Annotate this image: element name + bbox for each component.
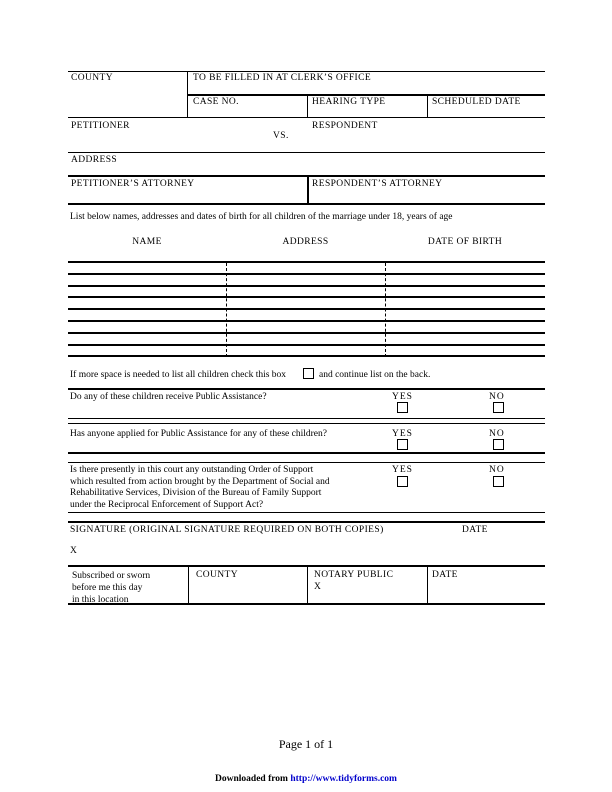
no-label: NO bbox=[489, 392, 505, 402]
overflow-note-prefix: If more space is needed to list all children check this box bbox=[70, 370, 287, 380]
signature-date-label: DATE bbox=[462, 525, 488, 535]
notary-public-label: NOTARY PUBLIC bbox=[314, 570, 394, 580]
children-table-row bbox=[68, 346, 545, 358]
horizontal-rule bbox=[68, 388, 545, 390]
q2-yes-checkbox[interactable] bbox=[397, 439, 408, 450]
children-table-column-divider bbox=[385, 263, 386, 357]
horizontal-rule bbox=[68, 418, 545, 419]
notary-table bbox=[68, 565, 545, 605]
q1-yes-checkbox[interactable] bbox=[397, 402, 408, 413]
no-label: NO bbox=[489, 429, 505, 439]
horizontal-rule bbox=[187, 94, 545, 96]
column-divider bbox=[188, 567, 189, 603]
question-receive-assistance: Do any of these children receive Public Assistance? bbox=[70, 392, 267, 402]
column-header-address: ADDRESS bbox=[282, 237, 329, 247]
column-header-name: NAME bbox=[132, 237, 162, 247]
petitioner-label: PETITIONER bbox=[71, 121, 130, 131]
children-table-cell-name[interactable] bbox=[68, 322, 226, 332]
children-table-cell-name[interactable] bbox=[68, 287, 226, 297]
children-table-row bbox=[68, 322, 545, 334]
children-table-row bbox=[68, 287, 545, 299]
children-table-row bbox=[68, 298, 545, 310]
overflow-note-suffix: and continue list on the back. bbox=[319, 370, 431, 380]
yes-label: YES bbox=[392, 392, 413, 402]
signature-date-field[interactable] bbox=[460, 541, 545, 561]
signature-label: SIGNATURE (ORIGINAL SIGNATURE REQUIRED ON BOTH COPIES) bbox=[70, 525, 384, 535]
children-table-cell-dob[interactable] bbox=[385, 298, 545, 308]
children-table-cell-dob[interactable] bbox=[385, 346, 545, 356]
column-divider bbox=[307, 177, 309, 203]
children-table-cell-name[interactable] bbox=[68, 310, 226, 320]
children-table-column-divider bbox=[226, 263, 227, 357]
children-table-cell-address[interactable] bbox=[226, 310, 385, 320]
notary-county-label: COUNTY bbox=[196, 570, 238, 580]
children-table-cell-address[interactable] bbox=[226, 275, 385, 285]
horizontal-rule bbox=[68, 117, 545, 118]
q2-no-checkbox[interactable] bbox=[493, 439, 504, 450]
children-table-cell-dob[interactable] bbox=[385, 287, 545, 297]
children-table-cell-name[interactable] bbox=[68, 275, 226, 285]
horizontal-rule bbox=[68, 71, 545, 72]
download-attribution bbox=[0, 774, 612, 784]
sworn-statement: Subscribed or sworn before me this day in this location bbox=[72, 571, 151, 605]
children-table-cell-address[interactable] bbox=[226, 322, 385, 332]
column-header-date-of-birth: DATE OF BIRTH bbox=[427, 237, 503, 247]
children-table-cell-dob[interactable] bbox=[385, 275, 545, 285]
children-table-cell-name[interactable] bbox=[68, 334, 226, 344]
horizontal-rule bbox=[68, 203, 545, 205]
hearing-type-field[interactable] bbox=[308, 106, 426, 117]
children-table-cell-address[interactable] bbox=[226, 298, 385, 308]
download-prefix: Downloaded from bbox=[215, 774, 291, 784]
vs-label: VS. bbox=[273, 131, 289, 141]
yes-label: YES bbox=[392, 465, 413, 475]
q3-yes-checkbox[interactable] bbox=[397, 476, 408, 487]
scheduled-date-label: SCHEDULED DATE bbox=[432, 97, 521, 107]
clerk-office-notice: TO BE FILLED IN AT CLERK’S OFFICE bbox=[193, 73, 372, 83]
no-label: NO bbox=[489, 465, 505, 475]
children-table bbox=[68, 261, 545, 357]
children-table-row bbox=[68, 263, 545, 275]
q1-no-checkbox[interactable] bbox=[493, 402, 504, 413]
children-table-cell-dob[interactable] bbox=[385, 310, 545, 320]
horizontal-rule bbox=[68, 152, 545, 153]
children-table-cell-dob[interactable] bbox=[385, 334, 545, 344]
respondent-attorney-label: RESPONDENT’S ATTORNEY bbox=[312, 179, 443, 189]
children-table-cell-dob[interactable] bbox=[385, 322, 545, 332]
children-table-cell-address[interactable] bbox=[226, 287, 385, 297]
address-label: ADDRESS bbox=[71, 155, 118, 165]
children-table-row bbox=[68, 275, 545, 287]
column-divider bbox=[427, 567, 428, 603]
county-field[interactable] bbox=[68, 84, 187, 116]
yes-label: YES bbox=[392, 429, 413, 439]
notary-x-mark: X bbox=[314, 582, 321, 592]
petitioner-field[interactable] bbox=[68, 131, 268, 151]
notary-date-field[interactable] bbox=[429, 581, 543, 601]
notary-signature-field[interactable] bbox=[324, 581, 426, 601]
notary-date-label: DATE bbox=[432, 570, 458, 580]
question-order-of-support: Is there presently in this court any outstanding Order of Support which resulted from action brought by the Department of Social and Rehabilitative Services, Division of the Bureau of Family Support under the Reciprocal Enforcement of Support Act? bbox=[70, 465, 330, 511]
horizontal-rule bbox=[68, 512, 545, 513]
respondent-label: RESPONDENT bbox=[312, 121, 378, 131]
page-number: Page 1 of 1 bbox=[278, 737, 334, 751]
signature-field[interactable] bbox=[80, 541, 450, 561]
signature-x-mark: X bbox=[70, 546, 77, 556]
petitioner-attorney-label: PETITIONER’S ATTORNEY bbox=[71, 179, 195, 189]
horizontal-rule bbox=[68, 462, 545, 463]
children-table-row bbox=[68, 310, 545, 322]
children-table-cell-name[interactable] bbox=[68, 346, 226, 356]
children-table-cell-address[interactable] bbox=[226, 334, 385, 344]
horizontal-rule bbox=[68, 423, 545, 424]
q3-no-checkbox[interactable] bbox=[493, 476, 504, 487]
case-no-field[interactable] bbox=[188, 106, 306, 117]
notary-county-field[interactable] bbox=[190, 581, 306, 601]
column-divider bbox=[307, 567, 308, 603]
hearing-type-label: HEARING TYPE bbox=[312, 97, 386, 107]
children-table-cell-dob[interactable] bbox=[385, 263, 545, 273]
children-table-body bbox=[68, 263, 545, 357]
respondent-field[interactable] bbox=[308, 131, 545, 151]
horizontal-rule bbox=[68, 521, 545, 523]
children-table-cell-name[interactable] bbox=[68, 263, 226, 273]
horizontal-rule bbox=[68, 452, 545, 454]
more-space-checkbox[interactable] bbox=[303, 368, 314, 379]
download-link[interactable]: http://www.tidyforms.com bbox=[290, 774, 397, 784]
children-table-cell-address[interactable] bbox=[226, 346, 385, 356]
children-instruction: List below names, addresses and dates of birth for all children of the marriage under 18, years of age bbox=[70, 212, 453, 222]
children-table-cell-address[interactable] bbox=[226, 263, 385, 273]
children-table-cell-name[interactable] bbox=[68, 298, 226, 308]
scheduled-date-field[interactable] bbox=[428, 106, 545, 117]
respondent-attorney-field[interactable] bbox=[310, 189, 545, 202]
children-table-row bbox=[68, 334, 545, 346]
question-applied-assistance: Has anyone applied for Public Assistance for any of these children? bbox=[70, 429, 327, 439]
county-label: COUNTY bbox=[71, 73, 113, 83]
address-field[interactable] bbox=[68, 164, 545, 175]
case-no-label: CASE NO. bbox=[193, 97, 239, 107]
petitioner-attorney-field[interactable] bbox=[68, 189, 306, 202]
